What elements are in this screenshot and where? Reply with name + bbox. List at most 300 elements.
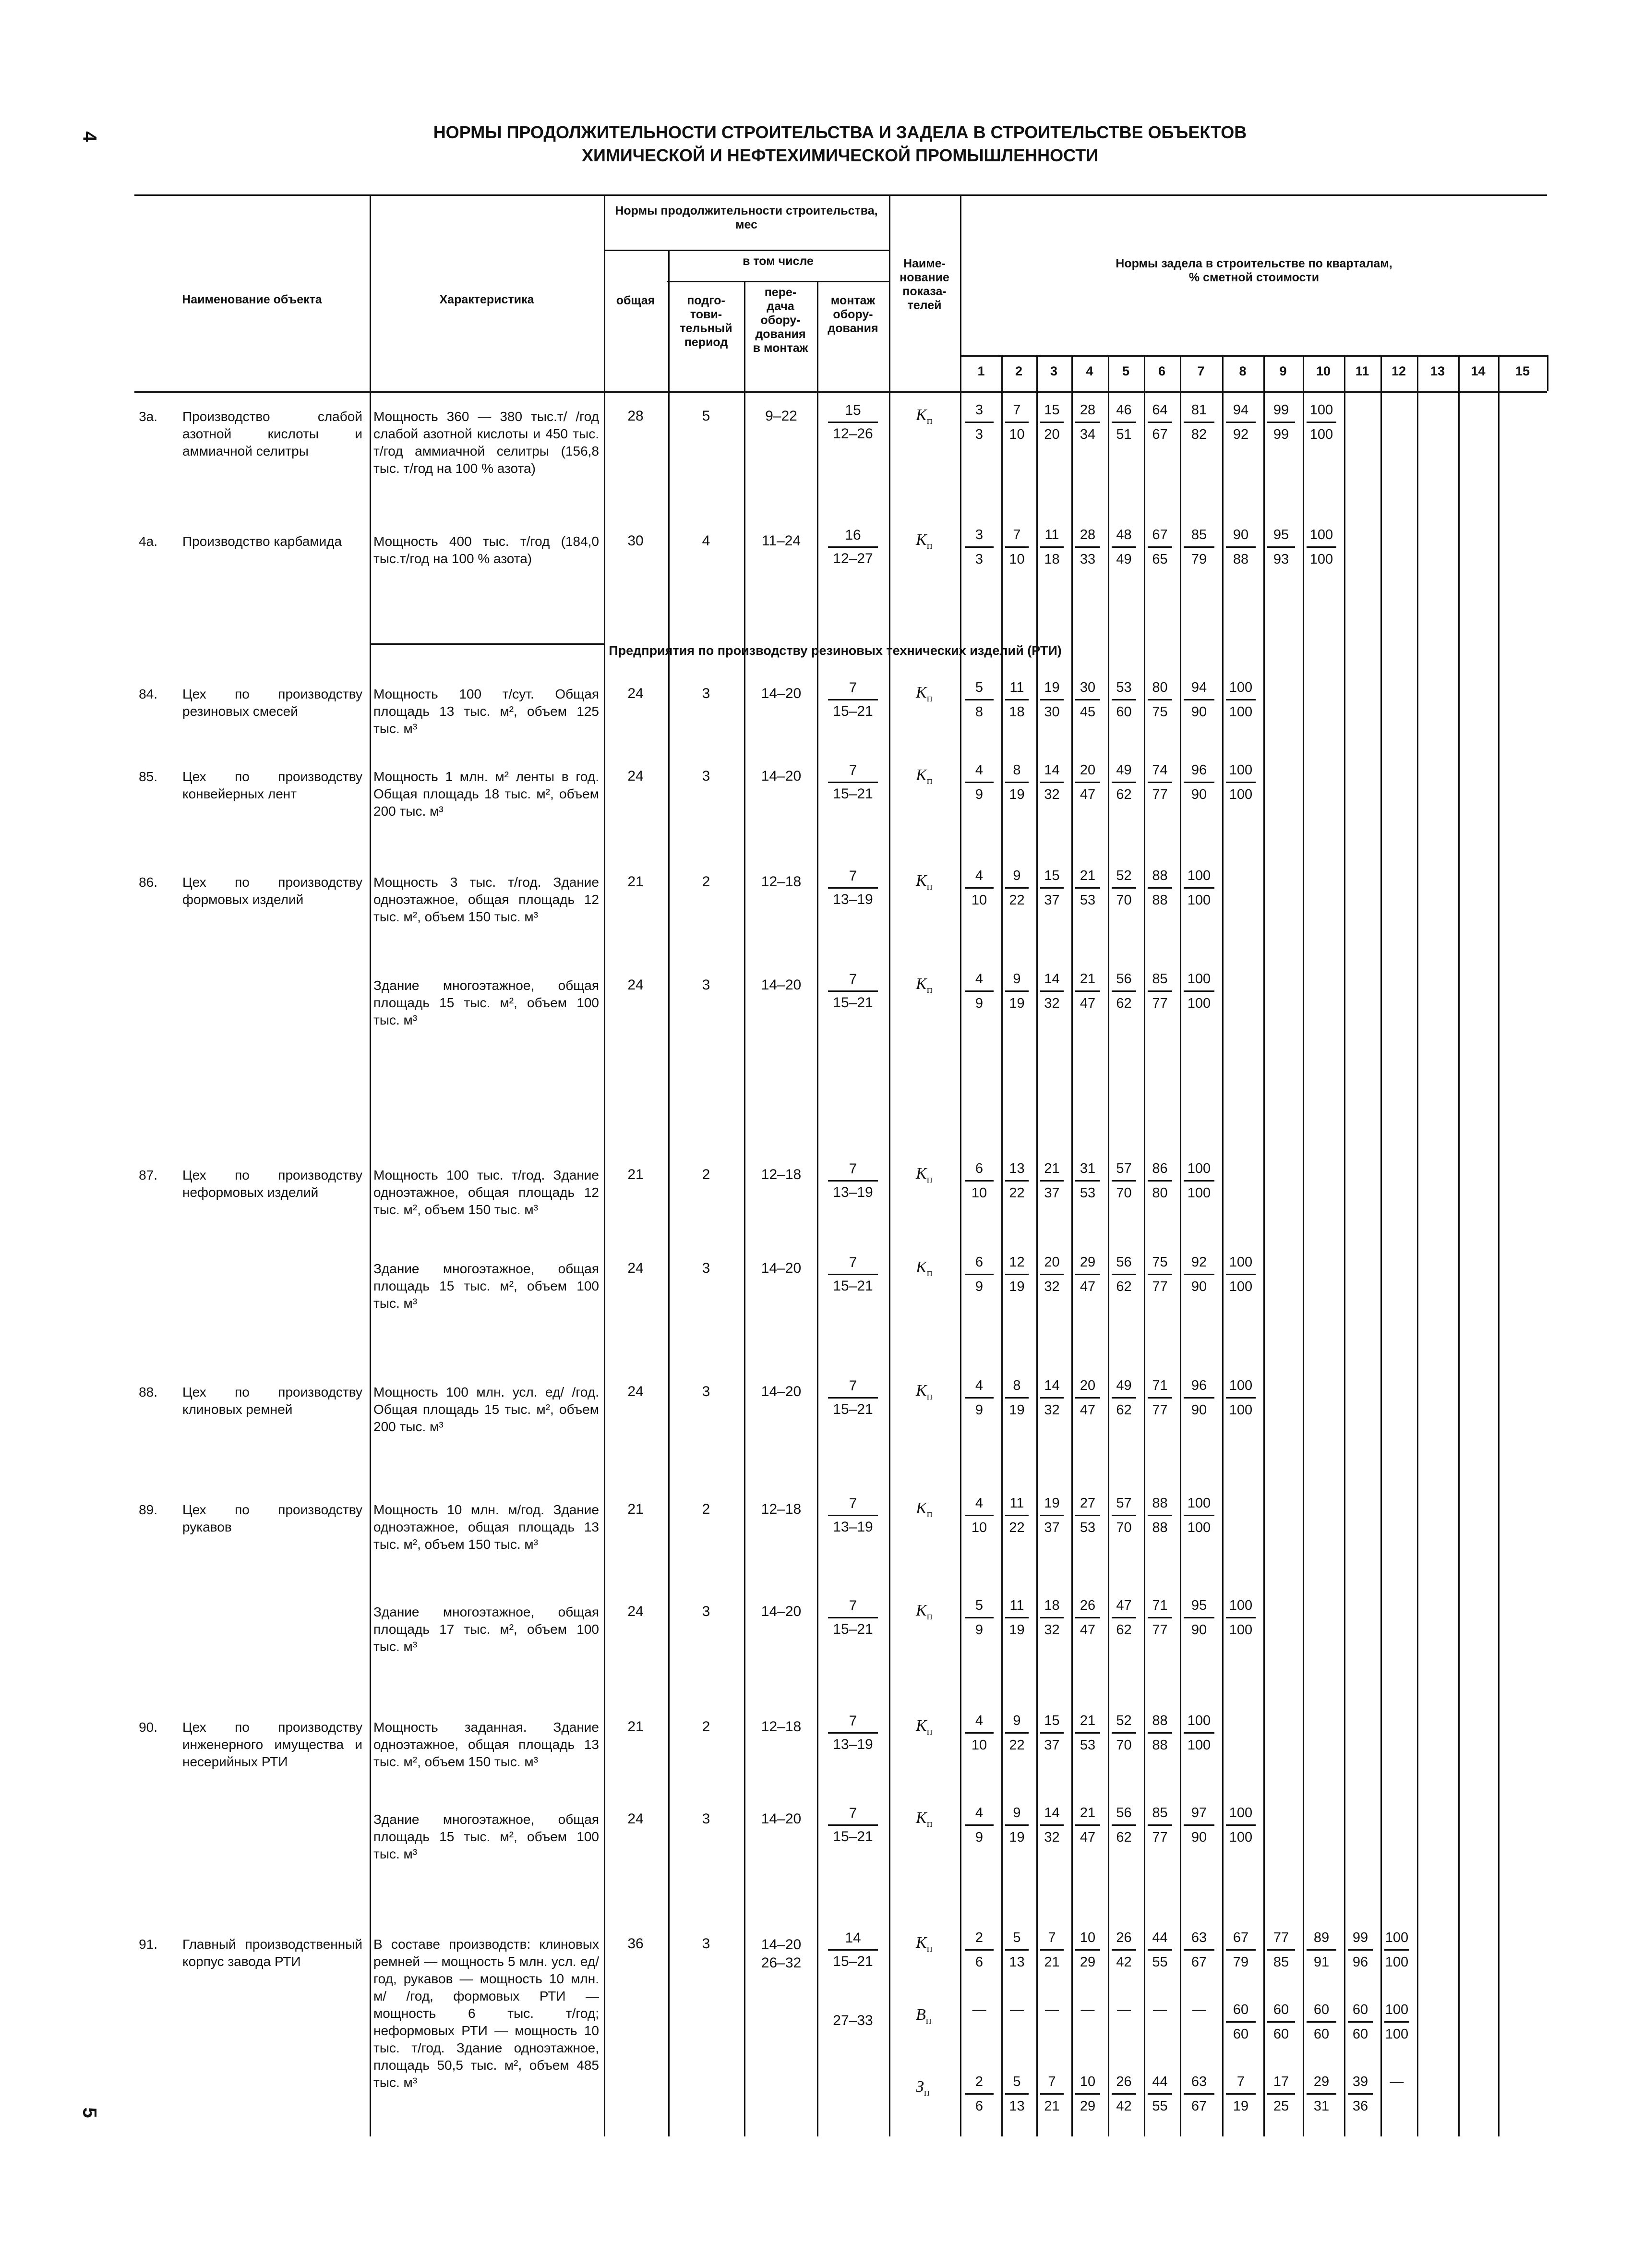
backlog-q6: 44 55 <box>1148 2073 1172 2115</box>
indicator-symbol: $K_п$ <box>916 1165 933 1185</box>
backlog-q4: 21 47 <box>1075 970 1100 1012</box>
page-title <box>288 121 1392 167</box>
mount-duration: $\frac{7}{15-21}$ <box>819 1254 887 1295</box>
backlog-q2: 11 19 <box>1005 1597 1029 1639</box>
total-duration: 24 <box>627 1260 644 1276</box>
backlog-q4: 21 53 <box>1075 1712 1100 1754</box>
backlog-q2: 12 19 <box>1005 1254 1029 1295</box>
backlog-q7: 95 90 <box>1184 1597 1214 1639</box>
quarter-number-14: 14 <box>1471 364 1486 378</box>
header-norms: Нормы продолжительности строительства, мес <box>615 204 878 231</box>
backlog-q4: 30 45 <box>1075 679 1100 721</box>
characteristic: В составе производств: клиновых ремней — мощность 5 млн. усл. ед/год, рукавов — мощность 10 млн. м/ /год, формовых РТИ — мощность 6 тыс. т/год; неформовых РТИ — мощность 10 тыс. т/год. Здание одноэтажное, площадь 50,5 тыс. м², объем 485 тыс. м³ <box>373 1937 599 2090</box>
backlog-q5: 49 62 <box>1112 1377 1136 1419</box>
mount-duration: $\frac{7}{13-19}$ <box>819 1495 887 1536</box>
backlog-q5: 52 70 <box>1112 1712 1136 1754</box>
backlog-q5: 57 70 <box>1112 1495 1136 1536</box>
backlog-q6: 74 77 <box>1148 761 1172 803</box>
backlog-q2: 7 10 <box>1005 526 1029 568</box>
backlog-q1: 6 9 <box>965 1254 994 1295</box>
transfer-to-mount: 14–20 <box>761 686 802 701</box>
prep-period: 2 <box>702 1501 710 1517</box>
backlog-q4: 28 34 <box>1075 401 1100 443</box>
prep-period: 4 <box>702 533 710 549</box>
backlog-q5: 57 70 <box>1112 1160 1136 1202</box>
backlog-q6: 80 75 <box>1148 679 1172 721</box>
backlog-q5: 48 49 <box>1112 526 1136 568</box>
object-name: Производство слабой азотной кислоты и аммиачной селитры <box>182 409 362 458</box>
transfer-to-mount: 12–18 <box>761 1167 802 1182</box>
characteristic: Мощность заданная. Здание одноэтажное, общая площадь 13 тыс. м², объем 150 тыс. м³ <box>373 1720 599 1769</box>
mount-duration: $\frac{15}{12-26}$ <box>819 401 887 443</box>
backlog-q11: 60 60 <box>1348 2001 1373 2043</box>
quarter-number-5: 5 <box>1122 364 1130 378</box>
backlog-q2: 8 19 <box>1005 761 1029 803</box>
total-duration: 21 <box>627 874 644 890</box>
backlog-q6: 67 65 <box>1148 526 1172 568</box>
backlog-q10: 89 91 <box>1307 1929 1336 1971</box>
backlog-q1: 4 9 <box>965 1804 994 1846</box>
backlog-q3: 19 37 <box>1040 1495 1064 1536</box>
total-duration: 24 <box>627 686 644 701</box>
backlog-q8: 100 100 <box>1226 761 1256 803</box>
row-number: 87. <box>139 1168 157 1182</box>
prep-period: 3 <box>702 686 710 701</box>
mount-duration-extra: 27–33 <box>833 2013 873 2028</box>
backlog-q4: 21 53 <box>1075 867 1100 909</box>
backlog-q1: 3 3 <box>965 401 994 443</box>
backlog-q4: 29 47 <box>1075 1254 1100 1295</box>
backlog-q5: 52 70 <box>1112 867 1136 909</box>
backlog-q5: 49 62 <box>1112 761 1136 803</box>
quarter-number-11: 11 <box>1355 364 1369 378</box>
backlog-q12: 100 100 <box>1385 1930 1409 1970</box>
backlog-q2: — <box>1010 2002 1024 2017</box>
mount-duration: $\frac{7}{15-21}$ <box>819 679 887 721</box>
backlog-q8: 100 100 <box>1226 679 1256 721</box>
backlog-q7: 100 100 <box>1184 1712 1214 1754</box>
characteristic: Здание многоэтажное, общая площадь 15 тыс. м², объем 100 тыс. м³ <box>373 1812 599 1861</box>
quarter-number-2: 2 <box>1015 364 1023 378</box>
quarter-divider <box>1498 355 1500 2136</box>
backlog-q7: 63 67 <box>1184 2073 1214 2115</box>
mount-duration: $\frac{7}{13-19}$ <box>819 1712 887 1754</box>
mount-duration: $\frac{7}{15-21}$ <box>819 1597 887 1639</box>
backlog-q12: 100 100 <box>1385 2002 1409 2042</box>
transfer-to-mount: 12–18 <box>761 1501 802 1517</box>
transfer-to-mount: 12–18 <box>761 1719 802 1735</box>
section-rti-heading: Предприятия по производству резиновых технических изделий (РТИ) <box>609 643 1062 658</box>
indicator-symbol: $З_п$ <box>916 2078 930 2098</box>
row-number: 85. <box>139 769 157 784</box>
backlog-q8: 7 19 <box>1226 2073 1256 2115</box>
backlog-q3: 7 21 <box>1040 2073 1064 2115</box>
object-name: Цех по производству клиновых ремней <box>182 1385 362 1417</box>
characteristic: Мощность 100 млн. усл. ед/ /год. Общая площадь 15 тыс. м², объем 200 тыс. м³ <box>373 1385 599 1434</box>
object-name: Цех по производству рукавов <box>182 1502 362 1534</box>
backlog-q4: — <box>1080 2002 1095 2017</box>
quarter-divider <box>1071 355 1073 2136</box>
mount-duration: $\frac{14}{15-21}$ <box>819 1929 887 1971</box>
row-number: 3а. <box>139 409 157 424</box>
backlog-q9: 99 99 <box>1267 401 1295 443</box>
header-bottom-rule <box>134 391 1547 393</box>
backlog-q7: 81 82 <box>1184 401 1214 443</box>
row-number: 91. <box>139 1937 157 1952</box>
column-divider <box>960 194 961 391</box>
indicator-symbol: $K_п$ <box>916 1934 933 1954</box>
object-name: Цех по производству инженерного имущества и несерийных РТИ <box>182 1720 362 1769</box>
backlog-q6: 88 88 <box>1148 1712 1172 1754</box>
backlog-q4: 10 29 <box>1075 2073 1100 2115</box>
backlog-q7: 94 90 <box>1184 679 1214 721</box>
characteristic: Здание многоэтажное, общая площадь 15 тыс. м², объем 100 тыс. м³ <box>373 978 599 1027</box>
quarter-number-13: 13 <box>1430 364 1445 378</box>
backlog-q2: 11 22 <box>1005 1495 1029 1536</box>
backlog-q1: — <box>972 2002 986 2017</box>
backlog-q3: 20 32 <box>1040 1254 1064 1295</box>
mount-duration: $\frac{7}{15-21}$ <box>819 970 887 1012</box>
backlog-q3: 15 20 <box>1040 401 1064 443</box>
transfer-to-mount: 14–20 <box>761 1604 802 1619</box>
title-line-1: НОРМЫ ПРОДОЛЖИТЕЛЬНОСТИ СТРОИТЕЛЬСТВА И ЗАДЕЛА В СТРОИТЕЛЬСТВЕ ОБЪЕКТОВ <box>433 122 1247 142</box>
object-name: Цех по производству формовых изделий <box>182 875 362 907</box>
characteristic: Мощность 3 тыс. т/год. Здание одноэтажное, общая площадь 12 тыс. м², объем 150 тыс. м³ <box>373 875 599 924</box>
backlog-q10: 29 31 <box>1307 2073 1336 2115</box>
quarter-divider <box>1180 355 1181 2136</box>
norms-subheader-rule <box>604 250 889 251</box>
backlog-q3: 14 32 <box>1040 970 1064 1012</box>
backlog-q7: 100 100 <box>1184 867 1214 909</box>
row-number: 89. <box>139 1502 157 1517</box>
row-number: 84. <box>139 687 157 701</box>
backlog-q7: 85 79 <box>1184 526 1214 568</box>
quarter-divider <box>1222 355 1224 2136</box>
backlog-q2: 5 13 <box>1005 2073 1029 2115</box>
prep-period: 3 <box>702 1260 710 1276</box>
page-number-bottom: 5 <box>79 2107 100 2118</box>
indicator-symbol: $K_п$ <box>916 531 933 551</box>
characteristic: Мощность 100 т/сут. Общая площадь 13 тыс. м², объем 125 тыс. м³ <box>373 687 599 736</box>
total-duration: 24 <box>627 1811 644 1827</box>
prep-period: 5 <box>702 408 710 424</box>
characteristic: Мощность 360 — 380 тыс.т/ /год слабой азотной кислоты и 450 тыс. т/год аммиачной селитры (156,8 тыс. т/год на 100 % азота) <box>373 409 599 476</box>
row-number: 86. <box>139 875 157 890</box>
indicator-symbol: $K_п$ <box>916 1809 933 1829</box>
backlog-q8: 67 79 <box>1226 1929 1256 1971</box>
backlog-q1: 3 3 <box>965 526 994 568</box>
backlog-q4: 31 53 <box>1075 1160 1100 1202</box>
backlog-q6: 44 55 <box>1148 1929 1172 1971</box>
header-prep-period: подго- тови- тельный период <box>680 294 732 349</box>
backlog-q6: 85 77 <box>1148 1804 1172 1846</box>
quarter-divider <box>1417 355 1418 2136</box>
header-name: Наименование объекта <box>182 293 322 306</box>
quarter-number-8: 8 <box>1239 364 1247 378</box>
characteristic: Здание многоэтажное, общая площадь 17 тыс. м², объем 100 тыс. м³ <box>373 1604 599 1654</box>
total-duration: 21 <box>627 1719 644 1735</box>
indicator-symbol: $K_п$ <box>916 684 933 704</box>
quarter-divider <box>1108 355 1109 2136</box>
characteristic: Здание многоэтажное, общая площадь 15 тыс. м², объем 100 тыс. м³ <box>373 1261 599 1311</box>
object-name: Цех по производству неформовых изделий <box>182 1168 362 1200</box>
backlog-q3: — <box>1045 2002 1059 2017</box>
backlog-q8: 94 92 <box>1226 401 1256 443</box>
object-name: Цех по производству резиновых смесей <box>182 687 362 719</box>
indicator-symbol: $K_п$ <box>916 406 933 426</box>
backlog-q12: — <box>1390 2074 1404 2089</box>
header-total: общая <box>616 294 655 307</box>
backlog-q2: 9 22 <box>1005 867 1029 909</box>
backlog-q7: 100 100 <box>1184 1160 1214 1202</box>
backlog-q2: 9 19 <box>1005 970 1029 1012</box>
backlog-q1: 4 10 <box>965 1712 994 1754</box>
backlog-q8: 100 100 <box>1226 1377 1256 1419</box>
backlog-q11: 99 96 <box>1348 1929 1373 1971</box>
quarter-number-7: 7 <box>1197 364 1205 378</box>
mount-duration: $\frac{16}{12-27}$ <box>819 526 887 568</box>
mount-duration: $\frac{7}{15-21}$ <box>819 1804 887 1846</box>
backlog-q5: — <box>1117 2002 1131 2017</box>
backlog-q3: 19 30 <box>1040 679 1064 721</box>
indicator-symbol: $K_п$ <box>916 1258 933 1279</box>
transfer-to-mount: 11–24 <box>761 533 801 549</box>
total-duration: 24 <box>627 977 644 993</box>
column-divider <box>889 194 890 2136</box>
backlog-q6: 86 80 <box>1148 1160 1172 1202</box>
backlog-q7: 97 90 <box>1184 1804 1214 1846</box>
characteristic: Мощность 100 тыс. т/год. Здание одноэтажное, общая площадь 12 тыс. м², объем 150 тыс. м³ <box>373 1168 599 1217</box>
total-duration: 28 <box>627 408 644 424</box>
backlog-q4: 21 47 <box>1075 1804 1100 1846</box>
backlog-q2: 9 22 <box>1005 1712 1029 1754</box>
backlog-q1: 4 9 <box>965 970 994 1012</box>
characteristic: Мощность 400 тыс. т/год (184,0 тыс.т/год на 100 % азота) <box>373 534 599 566</box>
indicator-symbol: $K_п$ <box>916 872 933 892</box>
backlog-q7: 96 90 <box>1184 761 1214 803</box>
backlog-q7: 100 100 <box>1184 1495 1214 1536</box>
total-duration: 24 <box>627 1604 644 1619</box>
total-duration: 24 <box>627 1384 644 1399</box>
transfer-to-mount: 14–20 26–32 <box>761 1937 802 1971</box>
quarter-divider <box>1303 355 1304 2136</box>
prep-period: 3 <box>702 1384 710 1399</box>
quarter-number-3: 3 <box>1050 364 1058 378</box>
backlog-q3: 15 37 <box>1040 1712 1064 1754</box>
backlog-q7: 63 67 <box>1184 1929 1214 1971</box>
quarter-number-4: 4 <box>1086 364 1093 378</box>
quarter-divider <box>1036 355 1038 2136</box>
quarter-divider <box>1380 355 1382 2136</box>
backlog-q2: 7 10 <box>1005 401 1029 443</box>
backlog-q1: 5 9 <box>965 1597 994 1639</box>
prep-period: 2 <box>702 874 710 890</box>
backlog-q4: 26 47 <box>1075 1597 1100 1639</box>
backlog-q7: 96 90 <box>1184 1377 1214 1419</box>
quarter-divider <box>1144 355 1145 2136</box>
backlog-q7: 92 90 <box>1184 1254 1214 1295</box>
backlog-q5: 53 60 <box>1112 679 1136 721</box>
backlog-q10: 60 60 <box>1307 2001 1336 2043</box>
backlog-q3: 21 37 <box>1040 1160 1064 1202</box>
backlog-q11: 39 36 <box>1348 2073 1373 2115</box>
object-name: Цех по производству конвейерных лент <box>182 769 362 801</box>
backlog-q1: 4 10 <box>965 1495 994 1536</box>
backlog-q6: — <box>1153 2002 1167 2017</box>
mount-duration: $\frac{7}{13-19}$ <box>819 1160 887 1202</box>
backlog-q4: 20 47 <box>1075 761 1100 803</box>
backlog-q8: 60 60 <box>1226 2001 1256 2043</box>
backlog-q5: 56 62 <box>1112 1254 1136 1295</box>
header-transfer: пере- дача обору- дования в монтаж <box>753 286 808 355</box>
transfer-to-mount: 14–20 <box>761 977 802 993</box>
transfer-to-mount: 14–20 <box>761 1260 802 1276</box>
indicator-symbol: $K_п$ <box>916 1602 933 1622</box>
backlog-q8: 90 88 <box>1226 526 1256 568</box>
backlog-q1: 2 6 <box>965 2073 994 2115</box>
quarter-divider <box>1458 355 1460 2136</box>
column-divider <box>817 281 818 2136</box>
indicator-symbol: $K_п$ <box>916 766 933 786</box>
prep-period: 3 <box>702 1811 710 1827</box>
header-indicator: Наиме- нование показа- телей <box>900 257 949 312</box>
backlog-q1: 5 8 <box>965 679 994 721</box>
backlog-q6: 64 67 <box>1148 401 1172 443</box>
backlog-q2: 8 19 <box>1005 1377 1029 1419</box>
backlog-q6: 71 77 <box>1148 1377 1172 1419</box>
backlog-q5: 26 42 <box>1112 2073 1136 2115</box>
quarter-number-12: 12 <box>1391 364 1406 378</box>
backlog-q2: 9 19 <box>1005 1804 1029 1846</box>
backlog-q5: 56 62 <box>1112 970 1136 1012</box>
characteristic: Мощность 10 млн. м/год. Здание одноэтажное, общая площадь 13 тыс. м², объем 150 тыс. м³ <box>373 1502 599 1552</box>
backlog-q3: 7 21 <box>1040 1929 1064 1971</box>
indicator-symbol: $K_п$ <box>916 1382 933 1402</box>
backlog-q1: 6 10 <box>965 1160 994 1202</box>
object-name: Производство карбамида <box>182 534 342 549</box>
total-duration: 36 <box>627 1936 644 1952</box>
backlog-q5: 26 42 <box>1112 1929 1136 1971</box>
backlog-q4: 10 29 <box>1075 1929 1100 1971</box>
backlog-q3: 18 32 <box>1040 1597 1064 1639</box>
backlog-q2: 11 18 <box>1005 679 1029 721</box>
transfer-to-mount: 14–20 <box>761 1811 802 1827</box>
backlog-q6: 88 88 <box>1148 867 1172 909</box>
indicator-symbol: $K_п$ <box>916 1717 933 1737</box>
row-number: 4а. <box>139 534 157 549</box>
backlog-q6: 75 77 <box>1148 1254 1172 1295</box>
quarter-number-15: 15 <box>1515 364 1530 378</box>
backlog-q8: 100 100 <box>1226 1804 1256 1846</box>
prep-period: 2 <box>702 1167 710 1182</box>
prep-period: 3 <box>702 768 710 784</box>
total-duration: 21 <box>627 1167 644 1182</box>
quarter-number-6: 6 <box>1158 364 1166 378</box>
quarter-divider <box>1344 355 1345 2136</box>
backlog-q3: 14 32 <box>1040 1377 1064 1419</box>
backlog-q8: 100 100 <box>1226 1254 1256 1295</box>
backlog-q6: 85 77 <box>1148 970 1172 1012</box>
header-characteristic: Характеристика <box>439 293 534 306</box>
column-divider <box>1547 355 1548 391</box>
row-number: 90. <box>139 1720 157 1735</box>
backlog-q4: 28 33 <box>1075 526 1100 568</box>
backlog-q3: 14 32 <box>1040 1804 1064 1846</box>
backlog-q7: 100 100 <box>1184 970 1214 1012</box>
backlog-q1: 4 9 <box>965 1377 994 1419</box>
transfer-to-mount: 14–20 <box>761 1384 802 1399</box>
prep-period: 3 <box>702 1936 710 1952</box>
backlog-q2: 5 13 <box>1005 1929 1029 1971</box>
total-duration: 30 <box>627 533 644 549</box>
backlog-q9: 17 25 <box>1267 2073 1295 2115</box>
quarter-number-9: 9 <box>1279 364 1287 378</box>
quarter-number-10: 10 <box>1316 364 1331 378</box>
indicator-symbol: $B_п$ <box>916 2006 932 2026</box>
backlog-q4: 20 47 <box>1075 1377 1100 1419</box>
transfer-to-mount: 12–18 <box>761 874 802 890</box>
backlog-q1: 4 9 <box>965 761 994 803</box>
backlog-q1: 2 6 <box>965 1929 994 1971</box>
backlog-q3: 15 37 <box>1040 867 1064 909</box>
backlog-q6: 88 88 <box>1148 1495 1172 1536</box>
column-divider <box>604 194 605 2136</box>
transfer-to-mount: 14–20 <box>761 768 802 784</box>
backlog-q1: 4 10 <box>965 867 994 909</box>
header-mount: монтаж обору- дования <box>828 294 878 335</box>
mount-duration: $\frac{7}{15-21}$ <box>819 761 887 803</box>
backlog-q5: 47 62 <box>1112 1597 1136 1639</box>
quarter-divider <box>1001 355 1003 2136</box>
backlog-q8: 100 100 <box>1226 1597 1256 1639</box>
quarter-divider <box>1263 355 1265 2136</box>
prep-period: 2 <box>702 1719 710 1735</box>
transfer-to-mount: 9–22 <box>765 408 797 424</box>
row-number: 88. <box>139 1385 157 1399</box>
header-backlog: Нормы задела в строительстве по кварталам, % сметной стоимости <box>1116 257 1392 284</box>
backlog-q2: 13 22 <box>1005 1160 1029 1202</box>
backlog-q3: 11 18 <box>1040 526 1064 568</box>
header-including: в том числе <box>743 254 814 268</box>
backlog-q6: 71 77 <box>1148 1597 1172 1639</box>
backlog-q5: 56 62 <box>1112 1804 1136 1846</box>
mount-duration: $\frac{7}{13-19}$ <box>819 867 887 909</box>
characteristic: Мощность 1 млн. м² ленты в год. Общая площадь 18 тыс. м², объем 200 тыс. м³ <box>373 769 599 819</box>
total-duration: 24 <box>627 768 644 784</box>
backlog-q5: 46 51 <box>1112 401 1136 443</box>
mount-duration: $\frac{7}{15-21}$ <box>819 1377 887 1419</box>
incl-subheader-rule <box>667 281 889 282</box>
backlog-q4: 27 53 <box>1075 1495 1100 1536</box>
backlog-q10: 100 100 <box>1307 526 1336 568</box>
backlog-q9: 95 93 <box>1267 526 1295 568</box>
indicator-symbol: $K_п$ <box>916 1499 933 1520</box>
title-line-2: ХИМИЧЕСКОЙ И НЕФТЕХИМИЧЕСКОЙ ПРОМЫШЛЕННОСТИ <box>581 145 1099 165</box>
indicator-symbol: $K_п$ <box>916 975 933 995</box>
page-number-top: 4 <box>79 131 100 142</box>
prep-period: 3 <box>702 1604 710 1619</box>
quarter-number-1: 1 <box>977 364 985 378</box>
backlog-q9: 77 85 <box>1267 1929 1295 1971</box>
object-name: Главный производственный корпус завода РТИ <box>182 1937 362 1969</box>
column-divider <box>370 194 371 2136</box>
backlog-q9: 60 60 <box>1267 2001 1295 2043</box>
table-top-rule <box>134 194 1547 196</box>
column-divider <box>960 194 961 2136</box>
backlog-q3: 14 32 <box>1040 761 1064 803</box>
backlog-q7: — <box>1192 2002 1206 2017</box>
backlog-q10: 100 100 <box>1307 401 1336 443</box>
